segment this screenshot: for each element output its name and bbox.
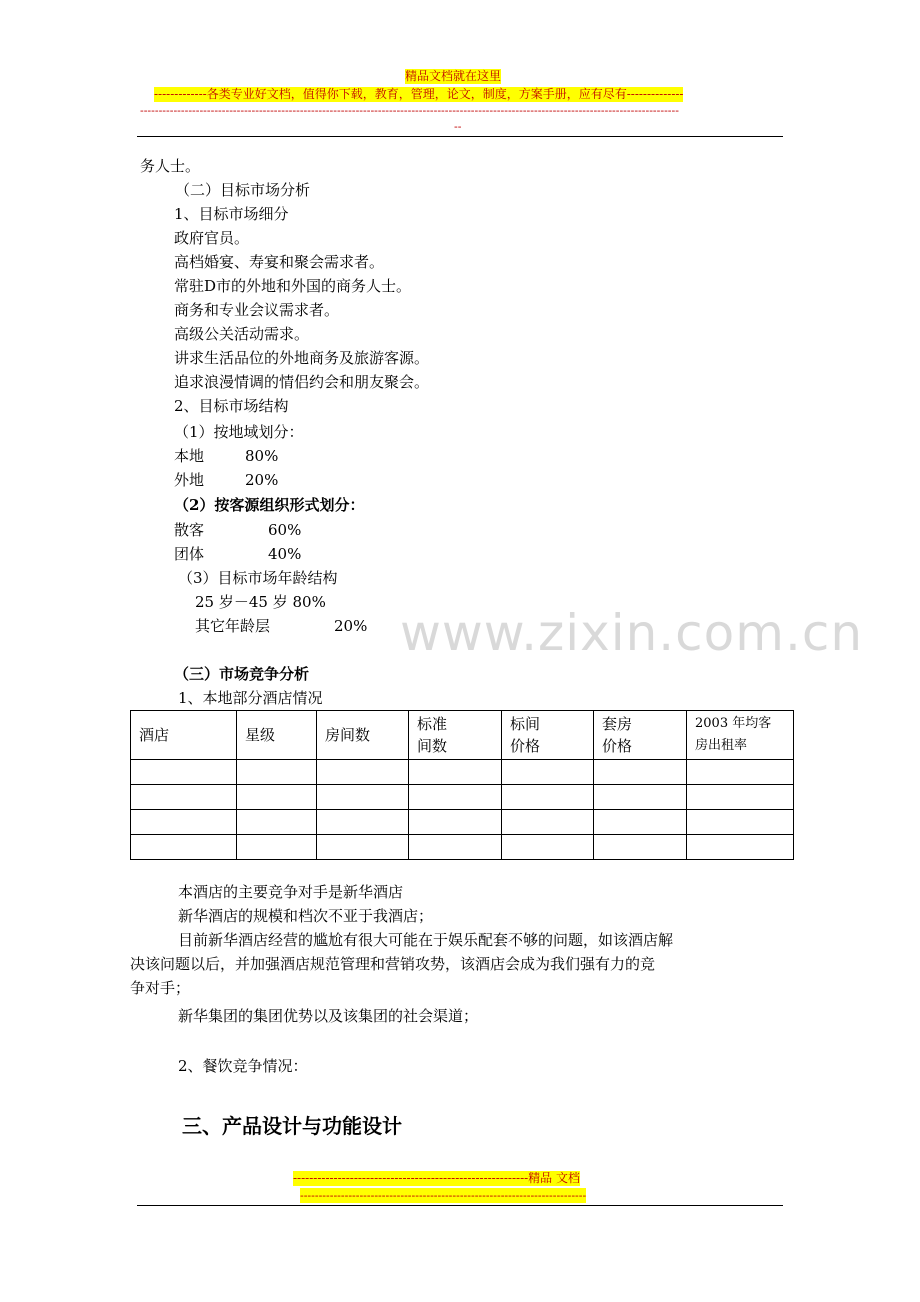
table-row [131,810,794,835]
paragraph-line: 决该问题以后，并加强酒店规范管理和营销攻势，该酒店会成为我们强有力的竞 [130,955,656,973]
header-cell-standard-price [502,711,594,760]
source-value: 40% [268,545,302,563]
list-item: 讲求生活品位的外地商务及旅游客源。 [174,349,430,367]
table-row [131,760,794,785]
paragraph: 新华酒店的规模和档次不亚于我酒店； [178,907,434,925]
table-row [131,785,794,810]
watermark: www.zixin.com.cn [400,604,864,662]
age-value: 20% [334,617,368,635]
header-dash-line: ------------------------------------------------------------------------------------------------------------------------------------------------- [140,104,679,117]
subsection-heading: 1、目标市场细分 [174,205,289,223]
source-label: 散客 [174,521,205,539]
hotel-table [130,710,794,860]
header-dash-tail: -- [454,120,462,133]
list-item: 常驻D市的外地和外国的商务人士。 [174,277,412,295]
footer-rule [137,1205,783,1206]
header-cell-text: 价格 [510,737,541,755]
age-label: 其它年龄层 [195,617,271,635]
subsection-heading: 1、本地部分酒店情况 [178,689,323,707]
text-line: 务人士。 [140,157,201,175]
region-value: 20% [245,471,279,489]
header-tagline: -------------各类专业好文档，值得你下载，教育，管理，论文，制度，方案手册，应有尽有-------------- [154,87,684,101]
header-cell-rooms: 房间数 [317,711,409,760]
header-cell-text: 房出租率 [695,738,748,753]
paragraph-line: 目前新华酒店经营的尴尬有很大可能在于娱乐配套不够的问题，如该酒店解 [178,931,674,949]
region-value: 80% [245,447,279,465]
header-cell-hotel: 酒店 [131,711,237,760]
header-cell-star: 星级 [237,711,317,760]
paragraph-line: 争对手； [130,979,191,997]
header-title: 精品文档就在这里 [405,69,502,83]
paragraph: 本酒店的主要竞争对手是新华酒店 [178,883,404,901]
chapter-heading: 三、产品设计与功能设计 [182,1114,402,1138]
list-item: 政府官员。 [174,229,250,247]
table-row [131,835,794,860]
header-cell-suite-price [594,711,687,760]
list-item: 商务和专业会议需求者。 [174,301,340,319]
section-heading: （二）目标市场分析 [175,181,311,199]
region-label: 外地 [174,471,205,489]
paragraph: 2、餐饮竞争情况： [178,1057,308,1075]
list-item: 高级公关活动需求。 [174,325,310,343]
list-item: 追求浪漫情调的情侣约会和朋友聚会。 [174,373,430,391]
footer-line-1: ----------------------------------------------------------精品 文档 [293,1171,580,1185]
section-heading: （三）市场竞争分析 [174,665,310,683]
header-cell-text: 价格 [602,737,633,755]
footer-line-2: ----------------------------------------------------------------------------- [300,1189,587,1202]
paragraph: 新华集团的集团优势以及该集团的社会渠道； [178,1007,479,1025]
source-value: 60% [268,521,302,539]
table-header-row [131,711,794,760]
header-cell-text: 2003 年均客 [695,716,772,731]
header-cell-text: 套房 [602,715,633,733]
header-rule [137,136,783,137]
age-line: 25 岁－45 岁 80% [195,593,326,611]
subsection-heading: （2）按客源组织形式划分： [174,496,365,514]
subsection-heading: （1）按地域划分： [174,423,304,441]
header-cell-text: 标准 [417,715,448,733]
header-cell-occupancy [687,711,794,760]
subsection-heading: 2、目标市场结构 [174,397,289,415]
source-label: 团体 [174,545,205,563]
region-label: 本地 [174,447,205,465]
header-cell-text: 间数 [417,737,448,755]
header-cell-standard-rooms [409,711,502,760]
subsection-heading: （3）目标市场年龄结构 [178,569,338,587]
header-cell-text: 标间 [510,715,541,733]
list-item: 高档婚宴、寿宴和聚会需求者。 [174,253,385,271]
